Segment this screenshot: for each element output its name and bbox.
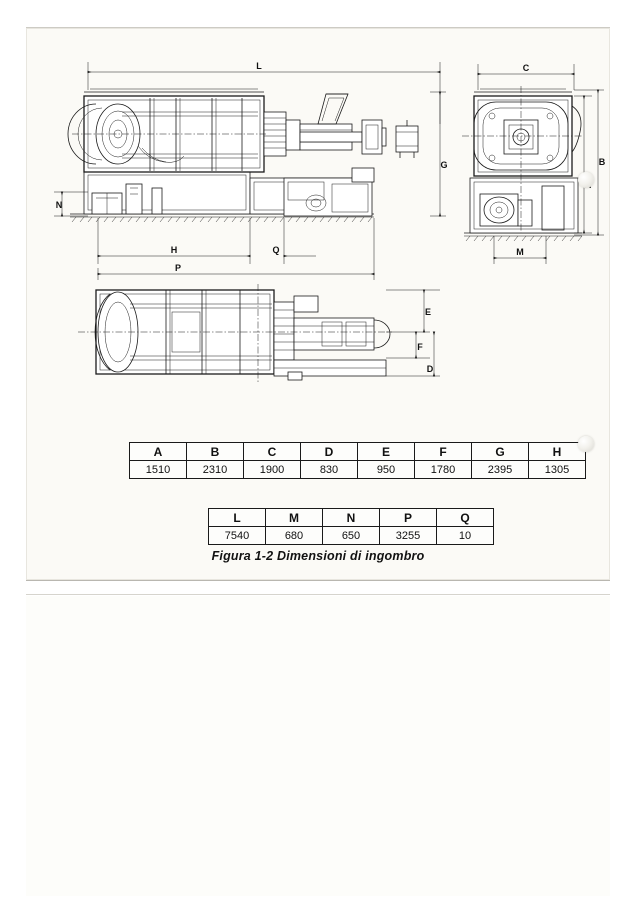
table-row-values (130, 461, 586, 479)
table-value-cell: 650 (323, 527, 380, 545)
table-value-cell: 2310 (187, 461, 244, 479)
dimension-table-secondary (208, 508, 494, 545)
svg-text:G: G (440, 160, 448, 170)
table-header-cell: L (209, 509, 266, 527)
table-value-cell: 7540 (209, 527, 266, 545)
table-header-cell: G (472, 443, 529, 461)
dimension-table-main (129, 442, 586, 479)
table-header-cell: N (323, 509, 380, 527)
table-value-cell: 950 (358, 461, 415, 479)
table-value-cell: 1780 (415, 461, 472, 479)
svg-text:N: N (55, 200, 63, 210)
scan-artifact-lower (578, 436, 594, 452)
table-value-cell: 830 (301, 461, 358, 479)
table-row-headers (130, 443, 586, 461)
svg-text:H: H (170, 245, 178, 255)
table-value-cell: 1305 (529, 461, 586, 479)
front-elevation-view (462, 86, 582, 241)
svg-text:F: F (417, 342, 423, 352)
scan-artifact-upper (578, 172, 594, 188)
svg-text:M: M (516, 247, 524, 257)
table-header-cell: A (130, 443, 187, 461)
scanned-page-upper (26, 28, 610, 580)
svg-text:L: L (256, 61, 262, 71)
svg-text:C: C (522, 63, 530, 73)
table-value-cell: 2395 (472, 461, 529, 479)
table-value-cell: 1510 (130, 461, 187, 479)
table-header-cell: M (266, 509, 323, 527)
table-header-cell: B (187, 443, 244, 461)
svg-text:D: D (426, 364, 434, 374)
svg-text:E: E (424, 307, 432, 317)
svg-text:Q: Q (272, 245, 280, 255)
svg-text:B: B (598, 157, 606, 167)
table-header-cell: E (358, 443, 415, 461)
table-header-cell: D (301, 443, 358, 461)
scanned-page-lower (26, 596, 610, 896)
scan-edge-bottom-secondary (26, 594, 610, 595)
table-header-cell: H (529, 443, 586, 461)
table-header-cell: C (244, 443, 301, 461)
figure-caption: Figura 1-2 Dimensioni di ingombro (211, 549, 425, 563)
table-header-cell: P (380, 509, 437, 527)
table-header-cell: F (415, 443, 472, 461)
table-value-cell: 3255 (380, 527, 437, 545)
plan-view-dimensions (386, 290, 440, 376)
table-row-headers (209, 509, 494, 527)
plan-view (78, 284, 392, 384)
table-value-cell: 680 (266, 527, 323, 545)
side-elevation-view (68, 89, 418, 222)
table-row-values (209, 527, 494, 545)
scan-edge-bottom (26, 580, 610, 581)
table-header-cell: Q (437, 509, 494, 527)
svg-text:P: P (174, 263, 182, 273)
technical-drawing (26, 28, 610, 428)
table-value-cell: 10 (437, 527, 494, 545)
table-value-cell: 1900 (244, 461, 301, 479)
